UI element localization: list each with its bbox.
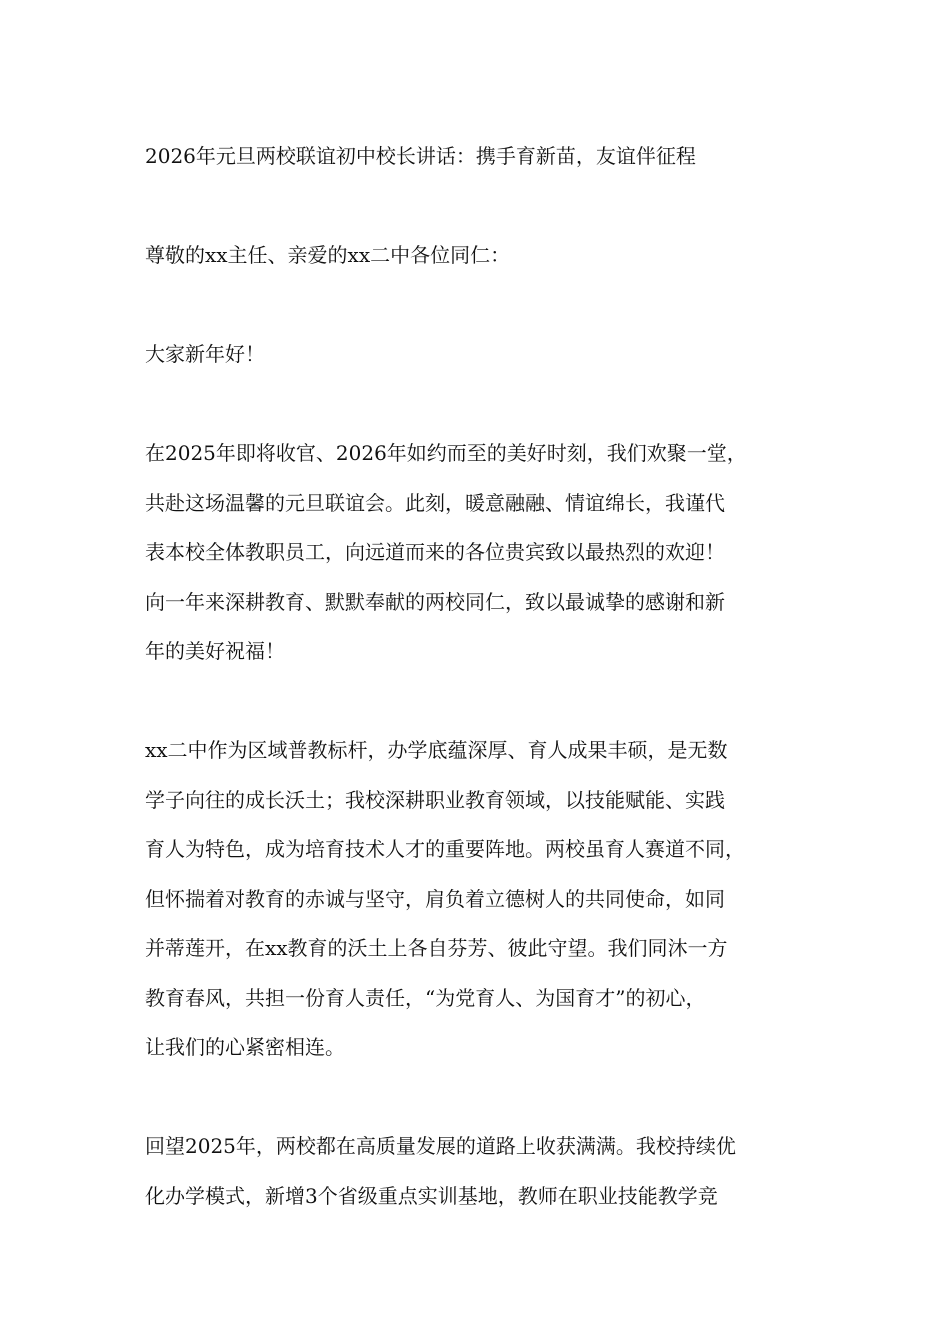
paragraph-line: 但怀揣着对教育的赤诚与坚守，肩负着立德树人的共同使命，如同 <box>145 886 725 911</box>
spacer <box>145 677 825 727</box>
document-title: 2026年元旦两校联谊初中校长讲话：携手育新苗，友谊伴征程 <box>145 144 696 168</box>
document-body <box>145 132 825 1221</box>
paragraph-line: xx二中作为区域普教标杆，办学底蕴深厚、育人成果丰硕，是无数 <box>145 738 728 762</box>
greeting: 大家新年好！ <box>145 342 265 366</box>
paragraph-line: 在2025年即将收官、2026年如约而至的美好时刻，我们欢聚一堂， <box>145 441 747 465</box>
spacer <box>145 1073 825 1123</box>
salutation: 尊敬的xx主任、亲爱的xx二中各位同仁： <box>145 243 511 267</box>
paragraph-line: 年的美好祝福！ <box>145 639 285 663</box>
paragraph-line: 让我们的心紧密相连。 <box>145 1035 345 1059</box>
spacer <box>145 182 825 232</box>
paragraph-line: 回望2025年，两校都在高质量发展的道路上收获满满。我校持续优 <box>145 1134 736 1158</box>
paragraph-line: 学子向往的成长沃土；我校深耕职业教育领域，以技能赋能、实践 <box>145 787 725 812</box>
paragraph-line: 向一年来深耕教育、默默奉献的两校同仁，致以最诚挚的感谢和新 <box>145 589 725 614</box>
paragraph-line: 化办学模式，新增3个省级重点实训基地，教师在职业技能教学竞 <box>145 1183 718 1208</box>
spacer <box>145 380 825 430</box>
paragraph-line: 并蒂莲开，在xx教育的沃土上各自芬芳、彼此守望。我们同沐一方 <box>145 936 728 960</box>
paragraph-review <box>145 1122 825 1221</box>
paragraph-schools <box>145 726 825 1073</box>
spacer <box>145 281 825 331</box>
paragraph-line: 育人为特色，成为培育技术人才的重要阵地。两校虽育人赛道不同， <box>145 837 745 861</box>
paragraph-line: 表本校全体教职员工，向远道而来的各位贵宾致以最热烈的欢迎！ <box>145 540 725 564</box>
paragraph-welcome <box>145 429 825 677</box>
paragraph-line: 共赴这场温馨的元旦联谊会。此刻，暖意融融、情谊绵长，我谨代 <box>145 490 725 515</box>
paragraph-line: 教育春风，共担一份育人责任，“为党育人、为国育才”的初心， <box>145 985 706 1010</box>
